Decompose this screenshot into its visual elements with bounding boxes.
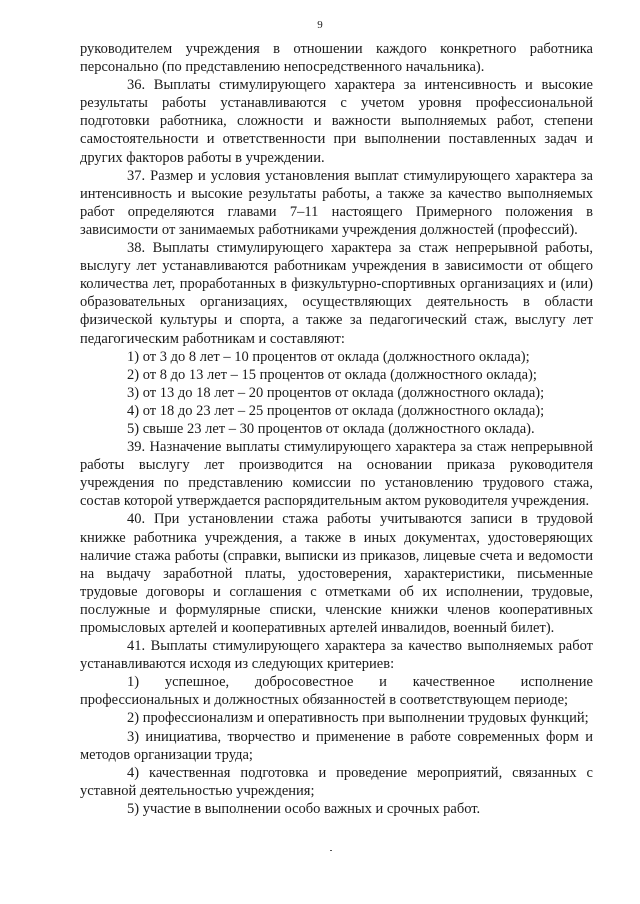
- paragraph-38-item-4: 4) от 18 до 23 лет – 25 процентов от оклада (должностного оклада);: [127, 402, 545, 419]
- page-number: 9: [317, 19, 323, 31]
- paragraph-continuation: руководителем учреждения в отношении каждого конкретного работника персонально (по представлению непосредственного начальника).: [80, 41, 593, 76]
- paragraph-38-item-5: 5) свыше 23 лет – 30 процентов от оклада (должностного оклада).: [127, 420, 535, 437]
- paragraph-41-item-3: 3) инициатива, творчество и применение в работе современных форм и методов организации труда;: [80, 728, 593, 763]
- paragraph-36: 36. Выплаты стимулирующего характера за интенсивность и высокие результаты работы устанавливаются с учетом уровня профессиональной подготовки работника, сложности и важности выполняемых работ, степени самостоятельности и ответственности при выполнении поставленных задач и других факторов работы в учреждении.: [80, 77, 593, 166]
- paragraph-41-item-1: 1) успешное, добросовестное и качественное исполнение профессиональных и должностных обязанностей в соответствующем периоде;: [80, 674, 593, 709]
- paragraph-41-item-4: 4) качественная подготовка и проведение мероприятий, связанных с уставной деятельностью учреждения;: [80, 764, 593, 799]
- paragraph-41: 41. Выплаты стимулирующего характера за качество выполняемых работ устанавливаются исходя из следующих критериев:: [80, 638, 593, 673]
- paragraph-40: 40. При установлении стажа работы учитываются записи в трудовой книжке работника учреждения, а также в иных документах, удостоверяющих наличие стажа работы (справки, выписки из приказов, лицевые счета и ведомости на выдачу заработной платы, удостоверения, характеристики, письменные трудовые договоры и соглашения с отметками об их исполнении, трудовые, послужные и формулярные списки, членские книжки членов кооперативных промысловых артелей и кооперативных артелей инвалидов, военный билет).: [80, 511, 593, 636]
- paragraph-38-item-1: 1) от 3 до 8 лет – 10 процентов от оклада (должностного оклада);: [127, 348, 530, 365]
- paragraph-38-item-3: 3) от 13 до 18 лет – 20 процентов от оклада (должностного оклада);: [127, 384, 545, 401]
- paragraph-38-item-2: 2) от 8 до 13 лет – 15 процентов от оклада (должностного оклада);: [127, 366, 537, 383]
- scan-speck: [330, 850, 332, 851]
- paragraph-41-item-5: 5) участие в выполнении особо важных и срочных работ.: [127, 800, 481, 817]
- paragraph-41-item-2: 2) профессионализм и оперативность при выполнении трудовых функций;: [127, 710, 589, 727]
- document-body: [80, 40, 593, 818]
- paragraph-37: 37. Размер и условия установления выплат стимулирующего характера за интенсивность и высокие результаты работы, а также за качество выполняемых работ определяются главами 7–11 настоящего Примерного положения в зависимости от занимаемых работниками учреждения должностей (профессий).: [80, 167, 593, 238]
- paragraph-38: 38. Выплаты стимулирующего характера за стаж непрерывной работы, выслугу лет устанавливаются работникам учреждения в зависимости от общего количества лет, проработанных в физкультурно-спортивных организациях и (или) образовательных организациях, осуществляющих деятельность в области физической культуры и спорта, а также за педагогический стаж, выслугу лет педагогическим работникам и составляют:: [80, 240, 593, 347]
- paragraph-39: 39. Назначение выплаты стимулирующего характера за стаж непрерывной работы выслугу лет производится на основании приказа руководителя учреждения по представлению комиссии по установлению трудового стажа, состав которой утверждается распорядительным актом руководителя учреждения.: [80, 439, 593, 510]
